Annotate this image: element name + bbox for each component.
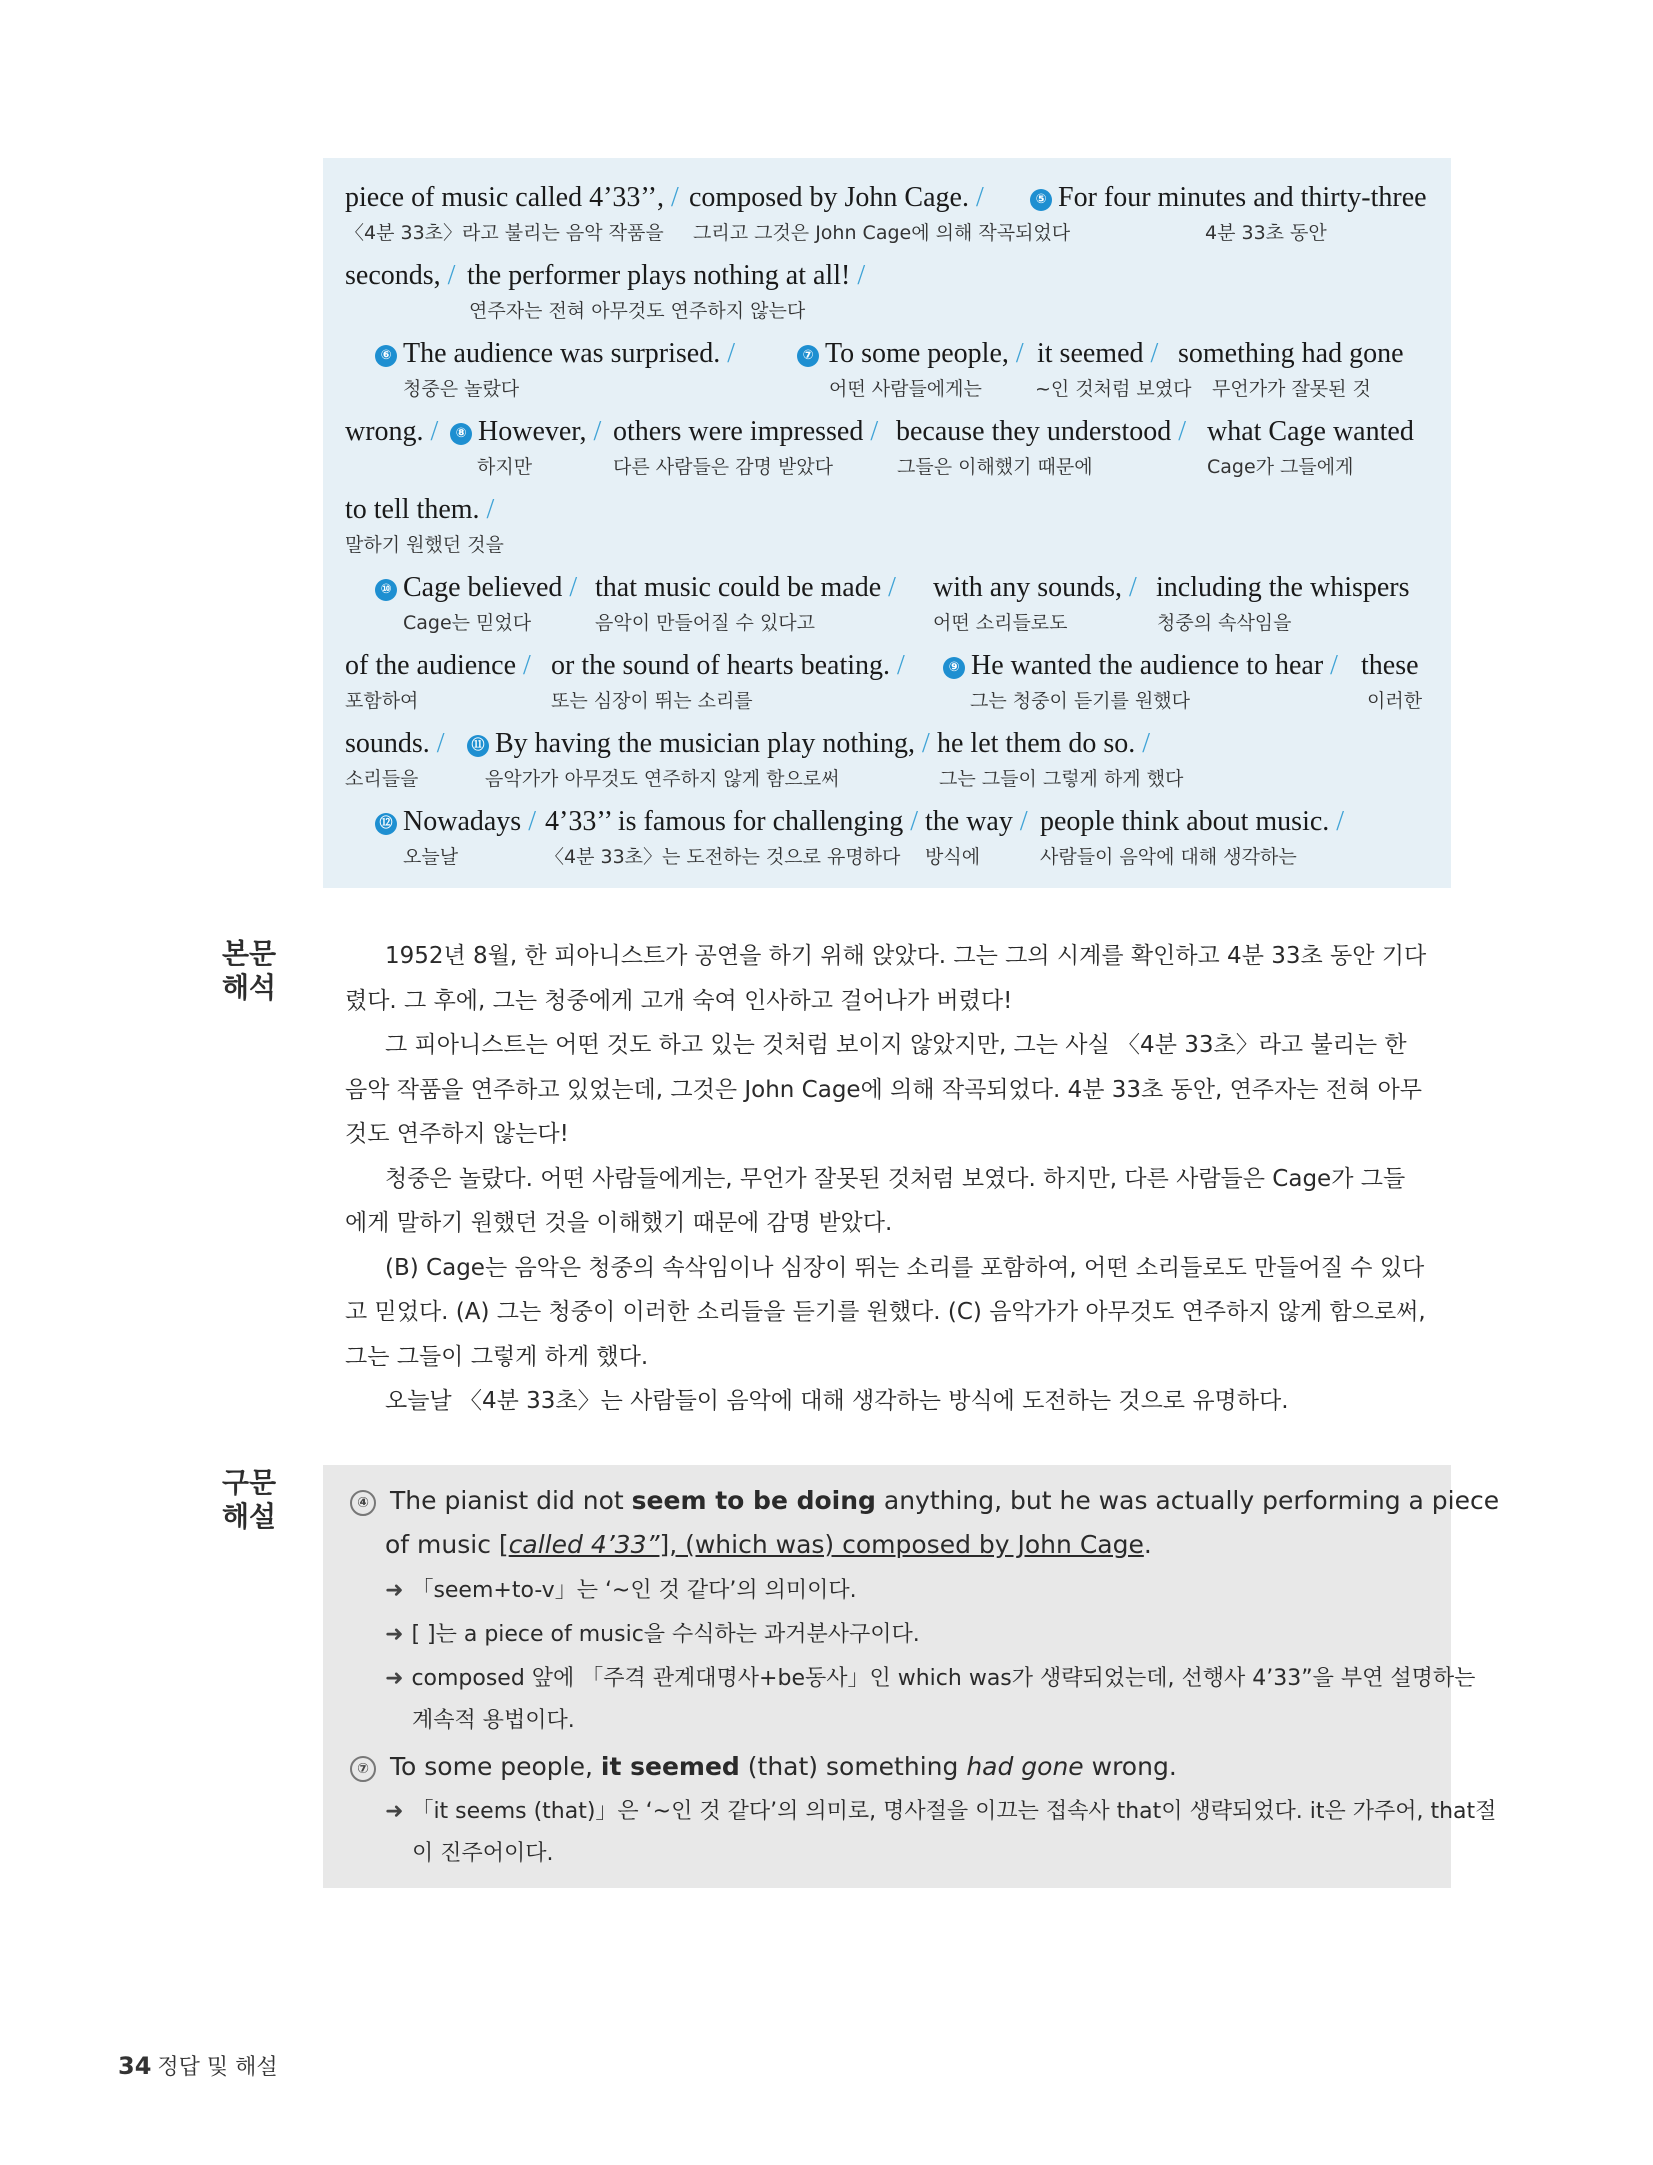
sentence-number-badge: ⑩ bbox=[375, 579, 397, 601]
passage-segment: to tell them. bbox=[345, 494, 487, 525]
passage-segment: Nowadays bbox=[403, 806, 529, 837]
korean-gloss: ~인 것처럼 보였다 bbox=[1035, 378, 1192, 400]
grammar-note: 이 진주어이다. bbox=[412, 1841, 554, 1866]
korean-gloss: 또는 심장이 뛰는 소리를 bbox=[551, 690, 753, 712]
korean-gloss: 포함하여 bbox=[345, 690, 419, 712]
sentence-number-badge: ④ bbox=[350, 1490, 376, 1516]
sentence-number-badge: ⑨ bbox=[943, 657, 965, 679]
passage-segment: including the whispers bbox=[1156, 572, 1410, 603]
sentence-number-badge: ⑫ bbox=[375, 813, 397, 835]
sentence-number-badge: ⑧ bbox=[450, 423, 472, 445]
korean-gloss: 음악가가 아무것도 연주하지 않게 함으로써 bbox=[485, 768, 840, 790]
passage-segment: or the sound of hearts beating. bbox=[551, 650, 898, 681]
korean-gloss: 하지만 bbox=[477, 456, 533, 478]
passage-segment: these bbox=[1361, 650, 1419, 681]
korean-gloss: 그리고 그것은 John Cage에 의해 작곡되었다 bbox=[693, 222, 1071, 244]
reading-passage-box: piece of music called 4’33’’, / composed by John Cage. / ⑤ For four minutes and thirty-three 〈4분 33초〉라고 불리는 음악 작품을 그리고 그것은 John Cage에 의해 작곡되었다 4분 33초 동안 seconds, / the performer plays nothing at all! / 연주자는 전혀 아무것도 연주하지 않는다 ⑥ The audience was surprised. / ⑦ To some people, / it seemed / something had gone 청중은 놀랐다 어떤 사람들에게는 ~인 것처럼 보였다 무언가가 잘못된 것 wrong. / ⑧ However, / others were impressed / because they understood / what Cage wanted 하지만 다른 사람들은 감명 받았다 그들은 이해했기 때문에 Cage가 그들에게 to tell them. / 말하기 원했던 것을 ⑩ Cage believed / that music could be made / with any sounds, / including the whispers Cage는 믿었다 음악이 만들어질 수 있다고 어떤 소리들로도 청중의 속삭임을 of the audience / or the sound of hearts beating. / ⑨ He wanted the audience to hear / these 포함하여 또는 심장이 뛰는 소리를 그는 청중이 듣기를 원했다 이러한 sounds. / ⑪ By having the musician play nothing, / he let them do so. / 소리들을 음악가가 아무것도 연주하지 않게 함으로써 그는 그들이 그렇게 하게 했다 ⑫ Nowadays / 4’33’’ is famous for challenging / the way / people think about music. / 오늘날 〈4분 33초〉는 도전하는 것으로 유명하다 방식에 사람들이 음악에 대해 생각하는 bbox=[323, 158, 1451, 888]
passage-segment: others were impressed bbox=[613, 416, 871, 447]
korean-gloss: 이러한 bbox=[1367, 690, 1423, 712]
korean-gloss: Cage가 그들에게 bbox=[1207, 456, 1354, 478]
korean-gloss: 방식에 bbox=[925, 846, 981, 868]
korean-gloss: 오늘날 bbox=[403, 846, 459, 868]
translation-section-label: 본문 해석 bbox=[222, 937, 277, 1004]
korean-gloss: 그들은 이해했기 때문에 bbox=[897, 456, 1093, 478]
korean-gloss: Cage는 믿었다 bbox=[403, 612, 532, 634]
grammar-example-sentence: of music [called 4’33”], (which was) composed by John Cage. bbox=[385, 1530, 1152, 1559]
sentence-number-badge: ⑦ bbox=[797, 345, 819, 367]
passage-segment: that music could be made bbox=[595, 572, 889, 603]
translation-paragraph: 그 피아니스트는 어떤 것도 하고 있는 것처럼 보이지 않았지만, 그는 사실 〈4분 33초〉라고 불리는 한 음악 작품을 연주하고 있었는데, 그것은 John Cage에 의해 작곡되었다. 4분 33초 동안, 연주자는 전혀 아무것도 연주하지 않는다! bbox=[345, 1032, 1422, 1147]
arrow-icon: ➜ bbox=[385, 1799, 404, 1824]
sentence-number-badge: ⑪ bbox=[467, 735, 489, 757]
grammar-note: 계속적 용법이다. bbox=[412, 1708, 575, 1733]
passage-segment: He wanted the audience to hear bbox=[971, 650, 1331, 681]
passage-segment: sounds. bbox=[345, 728, 437, 759]
passage-segment: what Cage wanted bbox=[1207, 416, 1414, 447]
korean-gloss: 〈4분 33초〉는 도전하는 것으로 유명하다 bbox=[545, 846, 901, 868]
sentence-number-badge: ⑦ bbox=[350, 1756, 376, 1782]
sentence-number-badge: ⑥ bbox=[375, 345, 397, 367]
sentence-number-badge: ⑤ bbox=[1030, 189, 1052, 211]
arrow-icon: ➜ bbox=[385, 1666, 404, 1691]
passage-segment: he let them do so. bbox=[937, 728, 1143, 759]
korean-gloss: 어떤 소리들로도 bbox=[933, 612, 1068, 634]
grammar-example-sentence: ⑦ To some people, it seemed (that) something had gone wrong. bbox=[350, 1750, 1430, 1784]
passage-segment: seconds, bbox=[345, 260, 448, 291]
arrow-icon: ➜ bbox=[385, 1578, 404, 1603]
passage-segment: it seemed bbox=[1037, 338, 1151, 369]
grammar-note: ➜ [ ]는 a piece of music을 수식하는 과거분사구이다. bbox=[385, 1622, 920, 1647]
passage-segment: with any sounds, bbox=[933, 572, 1129, 603]
translation-body bbox=[345, 934, 1427, 1424]
grammar-note: ➜ 「seem+to-v」는 ‘~인 것 같다’의 의미이다. bbox=[385, 1578, 857, 1603]
korean-gloss: 그는 청중이 듣기를 원했다 bbox=[970, 690, 1191, 712]
korean-gloss: 연주자는 전혀 아무것도 연주하지 않는다 bbox=[469, 300, 806, 322]
passage-segment: By having the musician play nothing, bbox=[495, 728, 922, 759]
passage-segment: something had gone bbox=[1178, 338, 1404, 369]
grammar-section-label: 구문 해설 bbox=[222, 1466, 277, 1533]
grammar-note: ➜ composed 앞에 「주격 관계대명사+be동사」인 which was가 생략되었는데, 선행사 4’33”을 부연 설명하는 bbox=[385, 1666, 1476, 1691]
footer-label: 정답 및 해설 bbox=[157, 2055, 278, 2080]
translation-paragraph: 1952년 8월, 한 피아니스트가 공연을 하기 위해 앉았다. 그는 그의 시계를 확인하고 4분 33초 동안 기다렸다. 그 후에, 그는 청중에게 고개 숙여 인사하고 걸어나가 버렸다! bbox=[345, 943, 1427, 1014]
korean-gloss: 말하기 원했던 것을 bbox=[345, 534, 504, 556]
korean-gloss: 어떤 사람들에게는 bbox=[829, 378, 982, 400]
translation-paragraph: 청중은 놀랐다. 어떤 사람들에게는, 무언가 잘못된 것처럼 보였다. 하지만, 다른 사람들은 Cage가 그들에게 말하기 원했던 것을 이해했기 때문에 감명 받았다. bbox=[345, 1165, 1406, 1236]
arrow-icon: ➜ bbox=[385, 1622, 404, 1647]
korean-gloss: 소리들을 bbox=[345, 768, 419, 790]
korean-gloss: 무언가가 잘못된 것 bbox=[1212, 378, 1371, 400]
passage-segment: To some people, bbox=[825, 338, 1016, 369]
page-footer bbox=[118, 2050, 278, 2081]
page-number: 34 bbox=[118, 2052, 152, 2080]
passage-segment: composed by John Cage. bbox=[689, 182, 976, 213]
korean-gloss: 다른 사람들은 감명 받았다 bbox=[613, 456, 834, 478]
passage-segment: the way bbox=[925, 806, 1020, 837]
passage-segment: wrong. bbox=[345, 416, 431, 447]
passage-segment: 4’33’’ is famous for challenging bbox=[545, 806, 911, 837]
korean-gloss: 그는 그들이 그렇게 하게 했다 bbox=[939, 768, 1184, 790]
grammar-example-sentence: ④ The pianist did not seem to be doing anything, but he was actually performing a piece bbox=[350, 1484, 1430, 1518]
translation-paragraph: 오늘날 〈4분 33초〉는 사람들이 음악에 대해 생각하는 방식에 도전하는 것으로 유명하다. bbox=[385, 1388, 1289, 1414]
grammar-note: ➜ 「it seems (that)」은 ‘~인 것 같다’의 의미로, 명사절을 이끄는 접속사 that이 생략되었다. it은 가주어, that절 bbox=[385, 1799, 1497, 1824]
korean-gloss: 4분 33초 동안 bbox=[1205, 222, 1327, 244]
passage-segment: people think about music. bbox=[1040, 806, 1337, 837]
korean-gloss: 청중은 놀랐다 bbox=[403, 378, 520, 400]
korean-gloss: 청중의 속삭임을 bbox=[1157, 612, 1292, 634]
translation-paragraph: (B) Cage는 음악은 청중의 속삭임이나 심장이 뛰는 소리를 포함하여, 어떤 소리들로도 만들어질 수 있다고 믿었다. (A) 그는 청중이 이러한 소리들을 듣기를 원했다. (C) 음악가가 아무것도 연주하지 않게 함으로써, 그는 그들이 그렇게 하게 했다. bbox=[345, 1254, 1426, 1370]
passage-segment: For four minutes and thirty-three bbox=[1058, 182, 1427, 213]
passage-segment: Cage believed bbox=[403, 572, 570, 603]
passage-segment: because they understood bbox=[896, 416, 1179, 447]
korean-gloss: 사람들이 음악에 대해 생각하는 bbox=[1040, 846, 1297, 868]
korean-gloss: 음악이 만들어질 수 있다고 bbox=[595, 612, 816, 634]
passage-segment: piece of music called 4’33’’, bbox=[345, 182, 672, 213]
passage-segment: The audience was surprised. bbox=[403, 338, 728, 369]
passage-segment: However, bbox=[478, 416, 594, 447]
passage-segment: of the audience bbox=[345, 650, 524, 681]
korean-gloss: 〈4분 33초〉라고 불리는 음악 작품을 bbox=[345, 222, 664, 244]
passage-segment: the performer plays nothing at all! bbox=[467, 260, 858, 291]
